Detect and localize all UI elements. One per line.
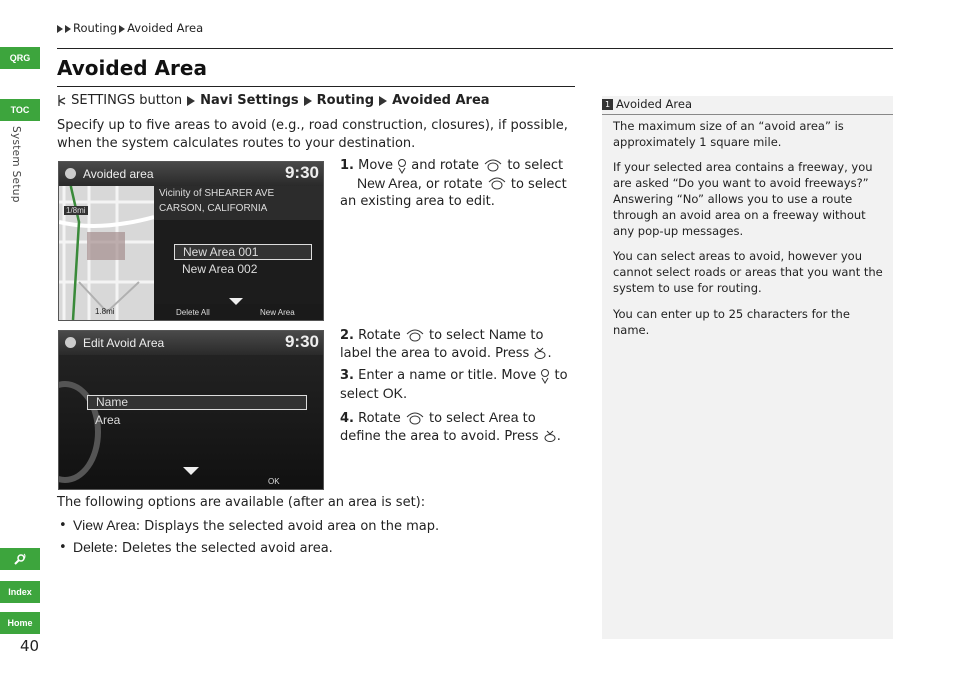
rotate-dial-icon [487,176,507,192]
voice-icon [12,551,28,567]
options-intro: The following options are available (after an area is set): [57,495,426,510]
scroll-down-icon[interactable] [183,467,199,475]
new-area-button[interactable]: New Area [260,308,295,317]
scroll-down-icon[interactable] [229,298,243,305]
side-note [602,96,893,639]
side-note-para: You can select areas to avoid, however you cannot select roads or areas that you want the system to use for routing. [613,249,883,295]
address-line: CARSON, CALIFORNIA [159,203,268,214]
rotate-dial-icon [405,411,425,427]
step-4: 4. Rotate to select Area to define the area to avoid. Press . [340,409,561,444]
nav-path [57,93,490,108]
press-dial-icon [543,429,557,443]
menu-item-new-area-001[interactable]: New Area 001 [174,244,312,260]
avoided-area-screen [58,161,324,321]
divider [57,86,575,87]
index-tab[interactable]: Index [0,581,40,603]
ok-button[interactable]: OK [268,477,280,486]
map-scale: 1.8mi [95,307,115,316]
joystick-move-icon [540,368,550,384]
press-dial-icon [533,346,547,360]
rotate-dial-icon [483,158,503,174]
nav-path-lead: SETTINGS button [71,93,183,108]
arrow-icon [57,25,63,33]
clock: 9:30 [284,332,319,351]
step-1: 1. Move and rotate to select New Area, or rotate to select an existing area to edit. [340,158,567,209]
clock: 9:30 [284,163,319,182]
arrow-icon [119,25,125,33]
section-label: System Setup [10,126,22,203]
option-delete: • Delete: Deletes the selected avoid area. [73,539,573,558]
breadcrumb [57,21,203,35]
screen-header [59,162,323,186]
breadcrumb-item: Avoided Area [127,21,204,35]
breadcrumb-item[interactable]: Routing [73,21,118,35]
toc-tab[interactable]: TOC [0,99,40,121]
side-note-para: The maximum size of an “avoid area” is approximately 1 square mile. [613,119,844,149]
menu-item-area[interactable]: Area [95,413,121,427]
arrow-icon [187,96,195,106]
nav-path-item: Navi Settings [200,93,299,108]
page-title: Avoided Area [57,56,207,80]
page-number: 40 [20,637,40,655]
menu-item-new-area-002[interactable]: New Area 002 [182,262,258,276]
note-icon: 1 [602,99,613,110]
map-scale: 1/8mi [66,206,86,215]
rotate-dial-icon [405,328,425,344]
divider [57,48,893,49]
qrg-tab[interactable]: QRG [0,47,40,69]
intro-text: Specify up to five areas to avoid (e.g., road construction, closures), if possible, when the system calculates routes to your destination. [57,118,568,151]
delete-all-button[interactable]: Delete All [176,308,210,317]
step-3: 3. Enter a name or title. Move to select OK. [340,368,568,402]
side-note-header: 1 Avoided Area [602,96,893,115]
screen-title: Edit Avoid Area [83,336,165,350]
screen-header [59,331,323,355]
address-line: Vicinity of SHEARER AVE [159,188,275,199]
menu-item-name[interactable]: Name [87,395,307,410]
joystick-move-icon [397,158,407,174]
nav-path-item: Routing [316,93,375,108]
arrow-icon [65,25,71,33]
settings-button-icon [57,94,67,108]
side-note-para: You can enter up to 25 characters for the name. [613,307,850,337]
arrow-icon [304,96,312,106]
nav-path-item: Avoided Area [392,93,490,108]
screen-title: Avoided area [83,167,154,181]
step-2: 2. Rotate to select Name to label the area to avoid. Press . [340,326,552,361]
option-view-area: • View Area: Displays the selected avoid area on the map. [73,517,573,536]
gear-icon [65,337,76,348]
gear-icon [65,168,76,179]
arrow-icon [379,96,387,106]
voice-command-tab[interactable] [0,548,40,570]
home-tab[interactable]: Home [0,612,40,634]
side-note-para: If your selected area contains a freeway, you are asked “Do you want to avoid freeways?” Answering “No” allows you to use a route through an avoid area on a freeway without any pop-up messages. [613,160,873,238]
edit-avoid-area-screen [58,330,324,490]
